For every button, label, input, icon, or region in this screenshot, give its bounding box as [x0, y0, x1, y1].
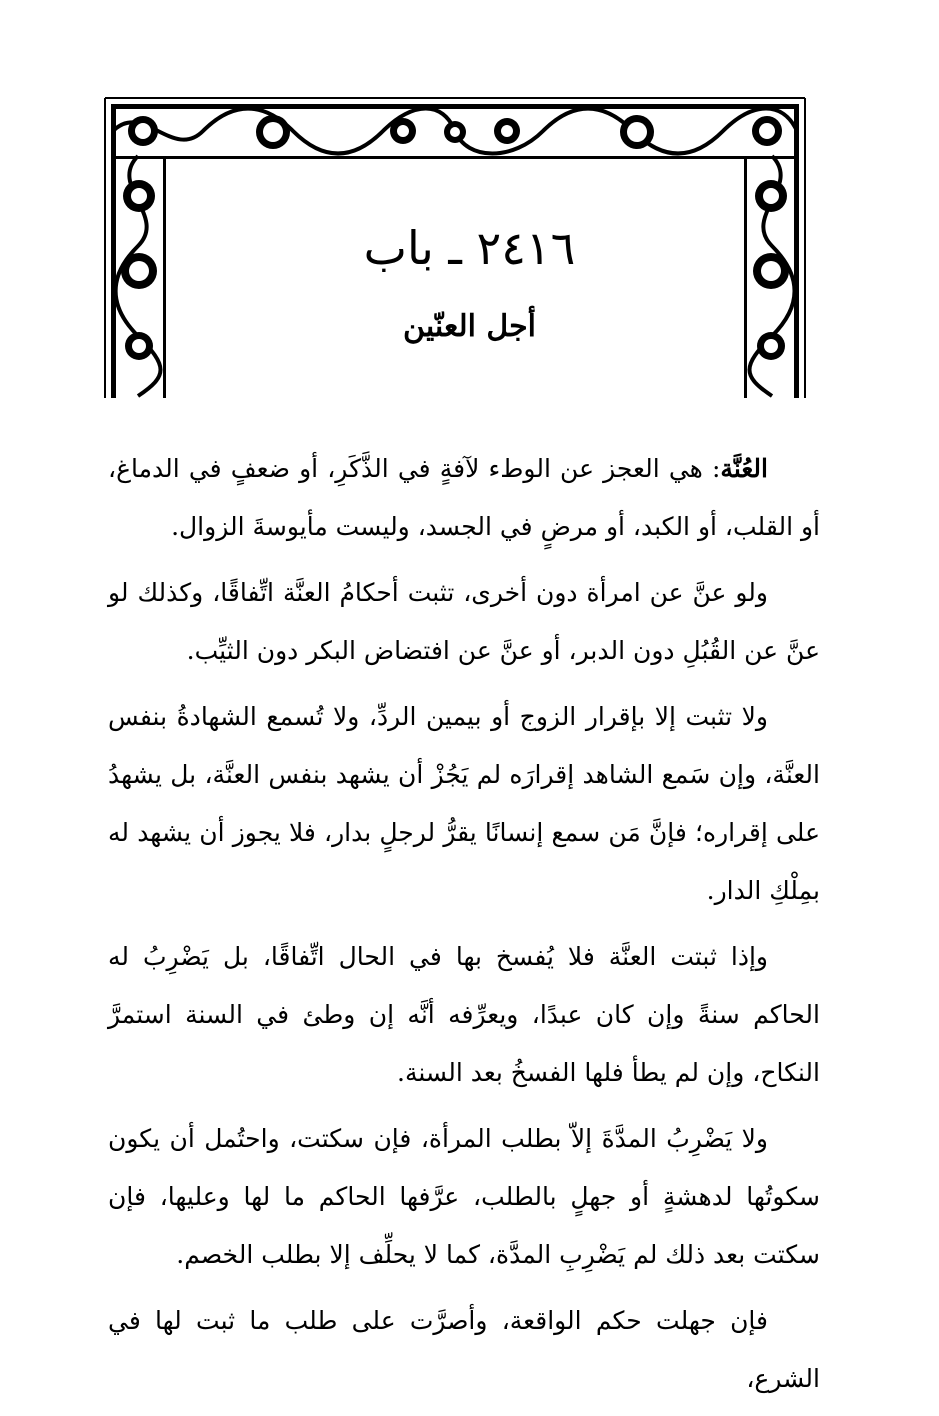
paragraph-text: وإذا ثبتت العنَّة فلا يُفسخ بها في الحال اتِّفاقًا، بل يَضْرِبُ له الحاكم سنةً وإن كان عبدًا، ويعرِّفه أنَّه إن وطئ في السنة استمرَّ النكاح، وإن لم يطأ فلها الفسخُ بعد السنة.	[108, 942, 820, 1087]
body-text	[108, 440, 820, 1416]
paragraph	[108, 440, 820, 556]
paragraph	[108, 928, 820, 1102]
paragraph-text: ولو عنَّ عن امرأة دون أخرى، تثبت أحكامُ العنَّة اتِّفاقًا، وكذلك لو عنَّ عن القُبُلِ دون الدبر، أو عنَّ عن افتضاض البكر دون الثيِّب.	[108, 578, 820, 665]
chapter-title: أجل العنّين	[403, 309, 536, 344]
paragraph	[108, 1292, 820, 1408]
paragraph	[108, 1110, 820, 1284]
chapter-number: ٢٤١٦ ـ باب	[363, 221, 576, 275]
paragraph-text: ولا تثبت إلا بإقرار الزوج أو بيمين الردِّ، ولا تُسمع الشهادةُ بنفس العنَّة، وإن سَمع الشاهد إقرارَه لم يَجُزْ أن يشهد بنفس العنَّة، بل يشهدُ على إقراره؛ فإنَّ مَن سمع إنسانًا يقرُّ لرجلٍ بدار، فلا يجوز أن يشهد له بمِلْكِ الدار.	[108, 702, 820, 905]
defined-term: العُنَّة	[720, 454, 768, 483]
paragraph	[108, 564, 820, 680]
paragraph-text: : هي العجز عن الوطء لآفةٍ في الذَّكَرِ، أو ضعفٍ في الدماغ، أو القلب، أو الكبد، أو مرضٍ في الجسد، وليست مأيوسةَ الزوال.	[108, 454, 820, 541]
paragraph-text: فإن جهلت حكم الواقعة، وأصرَّت على طلب ما ثبت لها في الشرع،	[108, 1306, 820, 1393]
paragraph-text: ولا يَضْرِبُ المدَّةَ إلاّ بطلب المرأة، فإن سكتت، واحتُمل أن يكون سكوتُها لدهشةٍ أو جهلٍ بالطلب، عرَّفها الحاكم ما لها وعليها، فإن سكتت بعد ذلك لم يَضْرِبِ المدَّة، كما لا يحلِّف إلا بطلب الخصم.	[108, 1124, 820, 1269]
paragraph	[108, 688, 820, 920]
